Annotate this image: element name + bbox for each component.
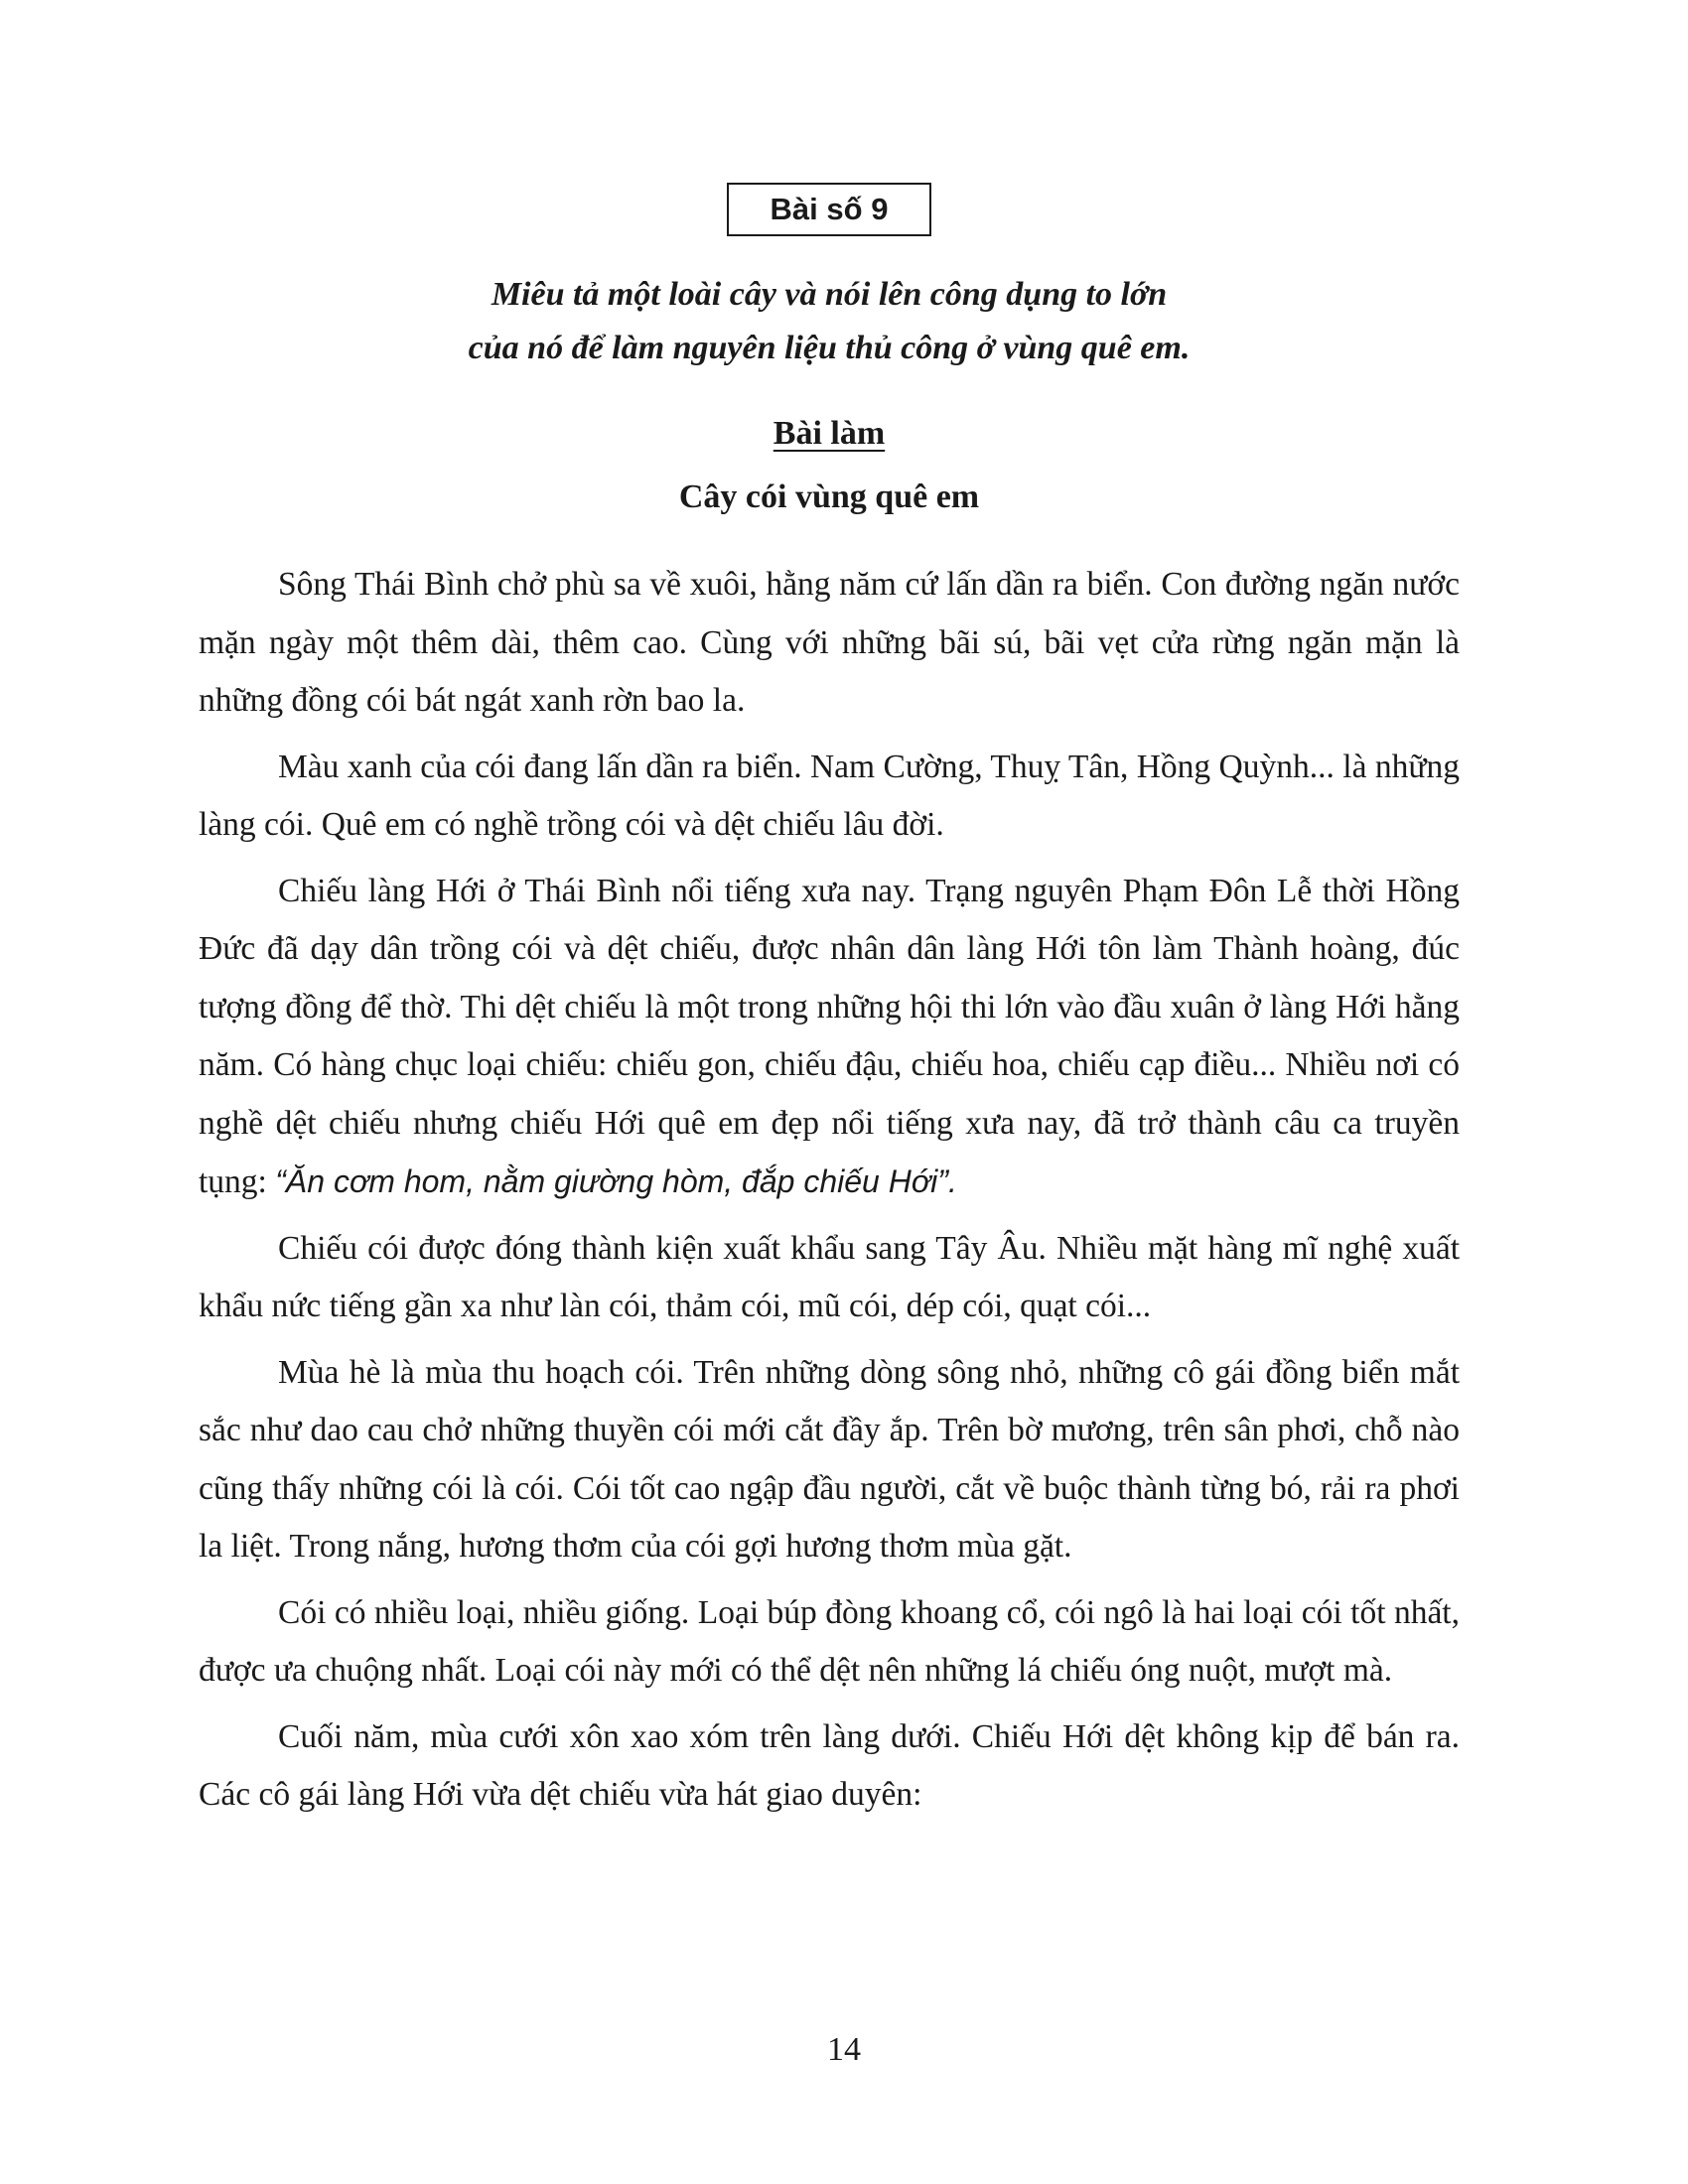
exercise-label: Bài số 9 [770, 192, 889, 226]
paragraph-1: Sông Thái Bình chở phù sa về xuôi, hằng năm cứ lấn dần ra biển. Con đường ngăn nước mặn ngày một thêm dài, thêm cao. Cùng với những bãi sú, bãi vẹt cửa rừng ngăn mặn là những đồng cói bát ngát xanh rờn bao la. [199, 566, 1460, 719]
answer-heading [199, 409, 1460, 459]
paragraph-4: Chiếu cói được đóng thành kiện xuất khẩu sang Tây Âu. Nhiều mặt hàng mĩ nghệ xuất khẩu nức tiếng gần xa như làn cói, thảm cói, mũ cói, dép cói, quạt cói... [199, 1229, 1460, 1324]
paragraph-5: Mùa hè là mùa thu hoạch cói. Trên những dòng sông nhỏ, những cô gái đồng biển mắt sắc như dao cau chở những thuyền cói mới cắt đầy ắp. Trên bờ mương, trên sân phơi, chỗ nào cũng thấy những cói là cói. Cói tốt cao ngập đầu người, cắt về buộc thành từng bó, rải ra phơi la liệt. Trong nắng, hương thơm của cói gợi hương thơm mùa gặt. [199, 1353, 1460, 1565]
paragraph-6: Cói có nhiều loại, nhiều giống. Loại búp đòng khoang cổ, cói ngô là hai loại cói tốt nhất, được ưa chuộng nhất. Loại cói này mới có thể dệt nên những lá chiếu óng nuột, mượt mà. [199, 1593, 1460, 1689]
essay-title: Cây cói vùng quê em [678, 478, 980, 515]
paragraph-3 [199, 863, 1460, 1212]
exercise-prompt [199, 268, 1460, 375]
exercise-label-box [727, 183, 931, 236]
paragraph-7: Cuối năm, mùa cưới xôn xao xóm trên làng dưới. Chiếu Hới dệt không kịp để bán ra. Các cô gái làng Hới vừa dệt chiếu vừa hát giao duyên: [199, 1717, 1460, 1813]
answer-heading-text: Bài làm [773, 415, 886, 452]
prompt-line-2: của nó để làm nguyên liệu thủ công ở vùng quê em. [468, 330, 1191, 366]
essay-body [199, 556, 1460, 1833]
paragraph-3-text: Chiếu làng Hới ở Thái Bình nổi tiếng xưa nay. Trạng nguyên Phạm Đôn Lễ thời Hồng Đức đã dạy dân trồng cói và dệt chiếu, được nhân dân làng Hới tôn làm Thành hoàng, đúc tượng đồng để thờ. Thi dệt chiếu là một trong những hội thi lớn vào đầu xuân ở làng Hới hằng năm. Có hàng chục loại chiếu: chiếu gon, chiếu đậu, chiếu hoa, chiếu cạp điều... Nhiều nơi có nghề dệt chiếu nhưng chiếu Hới quê em đẹp nổi tiếng xưa nay, đã trở thành câu ca truyền tụng: [199, 872, 1460, 1200]
prompt-line-1: Miêu tả một loài cây và nói lên công dụng to lớn [491, 276, 1168, 313]
page-number: 14 [827, 2031, 861, 2068]
paragraph-2: Màu xanh của cói đang lấn dần ra biển. Nam Cường, Thuỵ Tân, Hồng Quỳnh... là những làng cói. Quê em có nghề trồng cói và dệt chiếu lâu đời. [199, 748, 1460, 843]
folk-saying-quote: “Ăn cơm hom, nằm giường hòm, đắp chiếu Hới”. [275, 1163, 957, 1199]
